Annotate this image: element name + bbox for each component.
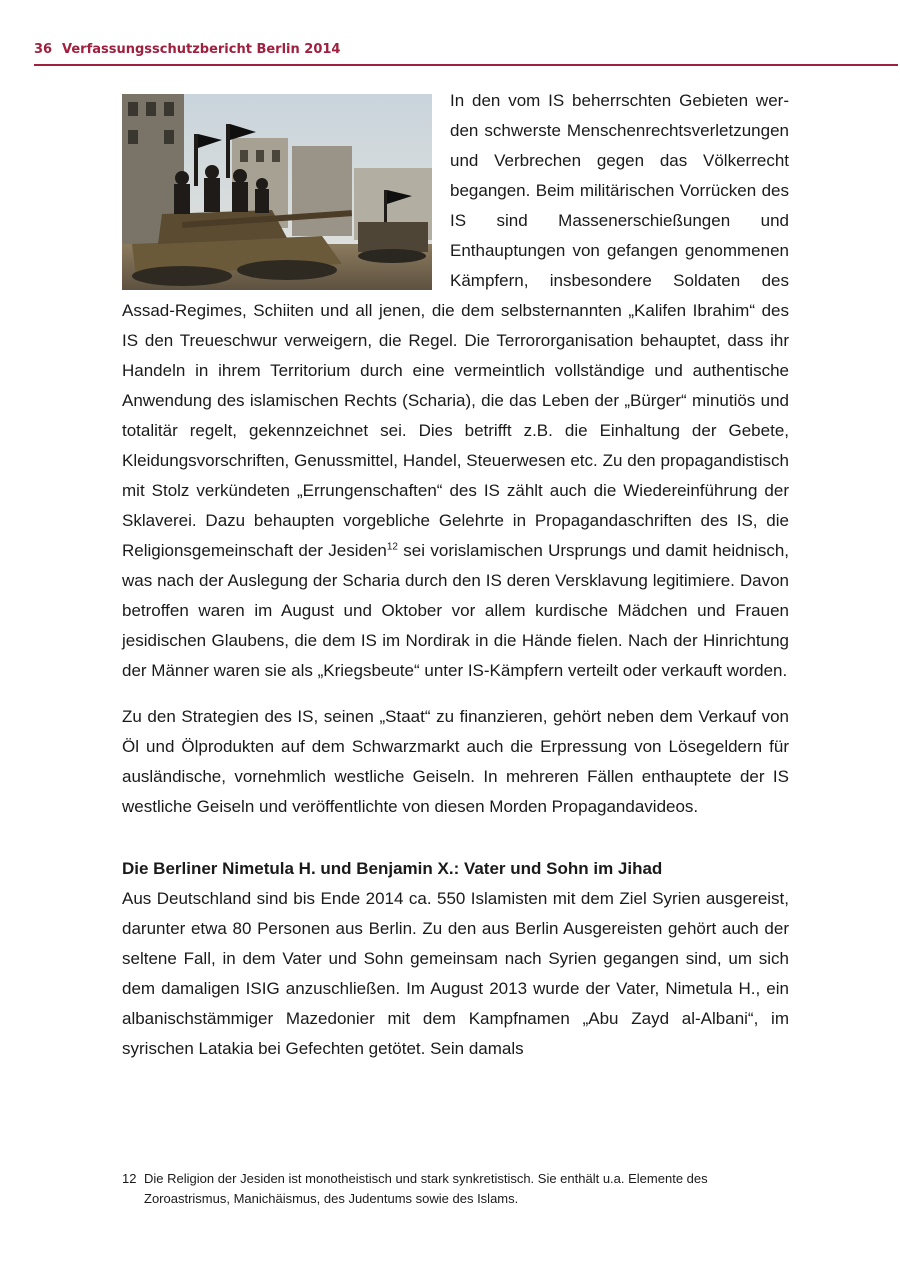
paragraph-3: Aus Deutschland sind bis Ende 2014 ca. 550 Islamisten mit dem Ziel Syrien ausgereist, darunter etwa 80 Personen aus Berlin. Zu den aus Berlin Ausgereisten gehört auch der seltene Fall, in dem Vater und Sohn gemeinsam nach Syrien gegangen sind, um sich dem damaligen ISIG anzuschließen. Im August 2013 wurde der Vater, Nimetula H., ein albanischstämmiger Mazedonier mit dem Kampfnamen „Abu Zayd al-Albani“, im syrischen Latakia bei Gefechten getötet. Sein damals — [122, 889, 789, 1058]
news-photo — [122, 94, 432, 290]
footnote — [122, 1169, 789, 1209]
footnote-reference[interactable]: 12 — [386, 541, 398, 553]
page-header — [34, 38, 898, 66]
footnote-number: 12 — [122, 1171, 137, 1186]
footnote-text: Die Religion der Jesiden ist monotheistisch und stark synkretistisch. Sie enthält u.a. Elemente des Zoroastrismus, Manichäismus, des Judentums sowie des Islams. — [144, 1171, 708, 1206]
paragraph-1-text: In den vom IS beherrschten Gebieten werden schwerste Menschenrechtsverletzungen und Verbrechen gegen das Völkerrecht begangen. Beim militärischen Vorrücken des IS sind Massenerschießungen und Enthauptungen von gefangen genommenen Kämpfern, insbesondere Soldaten des Assad-Regimes, Schiiten und all jenen, die dem selbsternannten „Kalifen Ibrahim“ des IS den Treueschwur verweigern, die Regel. Die Terrororganisation behauptet, dass ihr Handeln in ihrem Territorium durch eine vermeintlich vollständige und authentische Anwendung des islamischen Rechts (Scharia), die das Leben der „Bürger“ minutiös und totalitär regelt, gekennzeichnet sei. Dies betrifft z.B. die Einhaltung der Gebete, Kleidungsvorschriften, Genussmittel, Handel, Steuerwesen etc. Zu den propagandistisch mit Stolz verkündeten „Errungenschaften“ des IS zählt auch die Wiedereinführung der Sklaverei. Dazu behaupten vorgebliche Gelehrte in Propagandaschriften des IS, die Religionsgemeinschaft der Jesiden — [122, 91, 789, 560]
paragraph-2: Zu den Strategien des IS, seinen „Staat“ zu finanzieren, gehört neben dem Verkauf von Öl und Ölprodukten auf dem Schwarzmarkt auch die Erpressung von Lösegeldern für ausländische, vornehmlich westliche Geiseln. In mehreren Fällen enthauptete der IS westliche Geiseln und veröffentlichte von diesen Morden Propagandavideos. — [122, 707, 789, 816]
section-heading: Die Berliner Nimetula H. und Benjamin X.: Vater und Sohn im Jihad — [122, 859, 663, 878]
page-number: 36 — [34, 42, 53, 57]
main-content — [122, 86, 789, 1064]
header-title: Verfassungsschutzbericht Berlin 2014 — [62, 42, 341, 57]
paragraph-1-continuation: sei vorislamischen Ursprungs und damit heidnisch, was nach der Auslegung der Scharia durch den IS deren Versklavung legitimiere. Davon betroffen waren im August und Oktober vor allem kurdische Mädchen und Frauen jesidischen Glaubens, die dem IS im Nordirak in die Hände fielen. Nach der Hinrichtung der Männer waren sie als „Kriegsbeute“ unter IS-Kämpfern verteilt oder verkauft worden. — [122, 541, 789, 680]
